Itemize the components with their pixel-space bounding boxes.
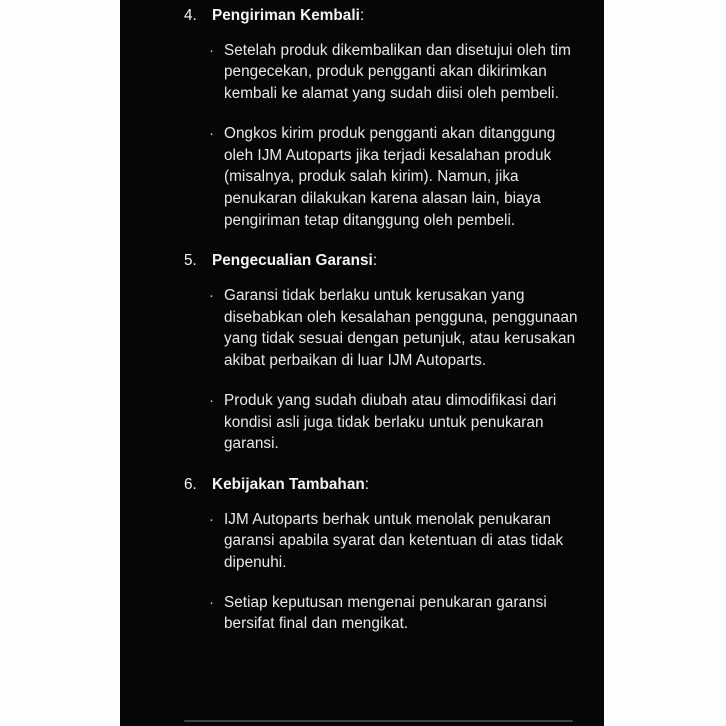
section-number: 5. <box>184 252 197 270</box>
section-title-line <box>212 474 369 496</box>
bullet-dot-icon: · <box>209 510 215 528</box>
section-title-suffix: : <box>359 7 365 24</box>
policy-text-container <box>120 0 604 635</box>
section-title: Pengecualian Garansi <box>212 252 373 270</box>
bullet-list-item <box>206 592 586 635</box>
section-title-suffix: : <box>364 475 370 493</box>
bullet-text: Setelah produk dikembalikan dan disetujui oleh tim pengecekan, produk pengganti akan dikirimkan kembali ke alamat yang sudah diisi oleh pembeli. <box>224 41 571 103</box>
bullet-dot-icon: · <box>209 124 215 142</box>
section-title-suffix: : <box>372 252 378 270</box>
bullet-dot-icon: · <box>209 391 215 409</box>
bullet-list-item <box>206 285 586 372</box>
bullet-text: Setiap keputusan mengenai penukaran garansi bersifat final dan mengikat. <box>224 593 547 633</box>
section-title-line <box>212 5 364 27</box>
section-title: Kebijakan Tambahan <box>212 475 365 493</box>
horizontal-divider <box>184 720 573 722</box>
section-title-line <box>212 250 377 272</box>
bullet-text: Ongkos kirim produk pengganti akan ditanggung oleh IJM Autoparts jika terjadi kesalahan produk (misalnya, produk salah kirim). Namun, jika penukaran dilakukan karena alasan lain, biaya pengiriman tetap ditanggung oleh pembeli. <box>224 124 556 229</box>
bullet-list-item <box>206 40 586 105</box>
bullet-text: IJM Autoparts berhak untuk menolak penukaran garansi apabila syarat dan ketentuan di atas tidak dipenuhi. <box>224 510 564 572</box>
section-heading <box>184 5 586 27</box>
policy-section <box>184 250 586 455</box>
bullet-list-item <box>206 509 586 574</box>
section-number: 6. <box>184 475 197 493</box>
bullet-list-item <box>206 123 586 232</box>
section-number: 4. <box>184 7 197 24</box>
section-heading <box>184 474 586 496</box>
policy-section <box>184 5 586 231</box>
bullet-dot-icon: · <box>209 41 215 59</box>
bullet-list-item <box>206 390 586 455</box>
dark-content-panel <box>120 0 604 726</box>
bullet-dot-icon: · <box>209 287 215 305</box>
section-title: Pengiriman Kembali <box>212 7 360 24</box>
section-heading <box>184 250 586 272</box>
policy-section <box>184 474 586 635</box>
bullet-dot-icon: · <box>209 593 215 611</box>
bullet-text: Produk yang sudah diubah atau dimodifikasi dari kondisi asli juga tidak berlaku untuk penukaran garansi. <box>224 391 557 453</box>
bullet-text: Garansi tidak berlaku untuk kerusakan yang disebabkan oleh kesalahan pengguna, penggunaan yang tidak sesuai dengan petunjuk, atau kerusakan akibat perbaikan di luar IJM Autoparts. <box>224 287 578 370</box>
